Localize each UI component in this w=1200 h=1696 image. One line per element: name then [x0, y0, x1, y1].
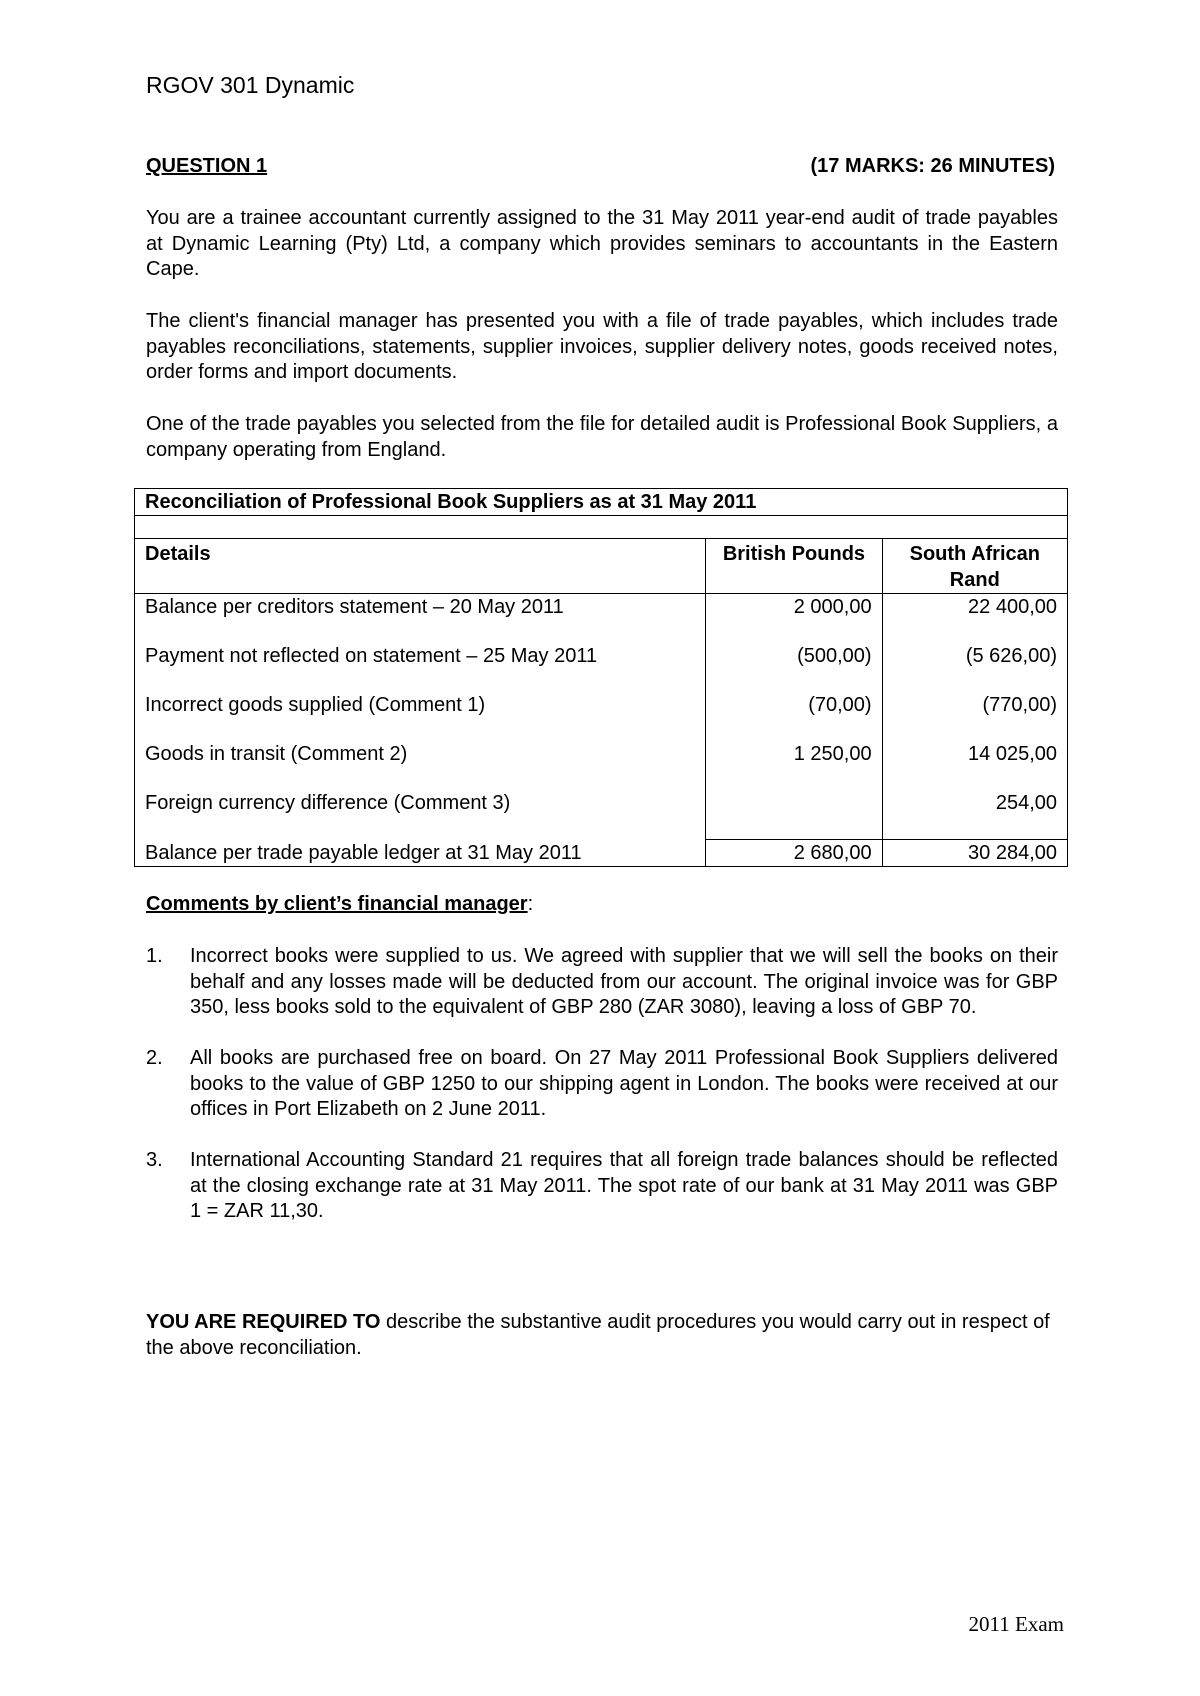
row-gbp: 2 000,00 — [706, 594, 882, 644]
comment-number: 3. — [146, 1149, 163, 1171]
list-item — [146, 1148, 1058, 1225]
table-row — [135, 643, 1068, 692]
comment-text: International Accounting Standard 21 requires that all foreign trade balances should be reflected at the closing exchange rate at 31 May 2011. The spot rate of our bank at 31 May 2011 was GBP 1 = ZAR 11,30. — [190, 1149, 1058, 1222]
row-details: Incorrect goods supplied (Comment 1) — [135, 692, 706, 741]
requirement — [146, 1310, 1058, 1361]
table-header-row — [135, 539, 1068, 594]
row-gbp: (70,00) — [706, 692, 882, 741]
requirement-lead: YOU ARE REQUIRED TO — [146, 1311, 381, 1333]
row-details: Goods in transit (Comment 2) — [135, 741, 706, 790]
row-gbp: 1 250,00 — [706, 741, 882, 790]
row-zar: 14 025,00 — [882, 741, 1067, 790]
row-details: Balance per creditors statement – 20 May 2011 — [135, 594, 706, 644]
column-header-details: Details — [135, 539, 706, 594]
comments-heading-colon: : — [527, 893, 534, 915]
requirement-text: describe the substantive audit procedures you would carry out in respect of the above reconciliation. — [146, 1311, 1050, 1359]
row-details: Foreign currency difference (Comment 3) — [135, 790, 706, 840]
page-footer: 2011 Exam — [968, 1612, 1064, 1636]
reconciliation-table — [134, 488, 1068, 867]
total-details: Balance per trade payable ledger at 31 May 2011 — [135, 840, 706, 867]
table-row — [135, 790, 1068, 840]
table-row — [135, 692, 1068, 741]
comments-list — [146, 944, 1058, 1250]
column-header-gbp: British Pounds — [706, 539, 882, 594]
total-gbp: 2 680,00 — [706, 840, 882, 867]
total-zar: 30 284,00 — [882, 840, 1067, 867]
question-label: QUESTION 1 — [146, 155, 268, 177]
question-heading — [146, 155, 1058, 178]
column-header-zar: South African Rand — [882, 539, 1067, 594]
table-total-row — [135, 840, 1068, 867]
comment-number: 1. — [146, 945, 163, 967]
comments-heading — [146, 893, 533, 916]
row-gbp — [706, 790, 882, 840]
table-blank-row — [135, 516, 1068, 539]
table-title: Reconciliation of Professional Book Suppliers as at 31 May 2011 — [135, 489, 1068, 516]
paragraph-selection: One of the trade payables you selected from the file for detailed audit is Professional Book Suppliers, a company operating from England. — [146, 413, 1058, 461]
comment-text: Incorrect books were supplied to us. We agreed with supplier that we will sell the books on their behalf and any losses made will be deducted from our account. The original invoice was for GBP 350, less books sold to the equivalent of GBP 280 (ZAR 3080), leaving a loss of GBP 70. — [190, 945, 1058, 1018]
list-item — [146, 944, 1058, 1021]
comments-heading-text: Comments by client’s financial manager — [146, 893, 528, 915]
comment-number: 2. — [146, 1047, 163, 1069]
table-row — [135, 594, 1068, 644]
row-zar: (5 626,00) — [882, 643, 1067, 692]
course-header: RGOV 301 Dynamic — [146, 72, 355, 98]
row-zar: (770,00) — [882, 692, 1067, 741]
paragraph-intro: You are a trainee accountant currently assigned to the 31 May 2011 year-end audit of trade payables at Dynamic Learning (Pty) Ltd, a company which provides seminars to accountants in the Eastern Cape. — [146, 207, 1058, 280]
list-item — [146, 1046, 1058, 1123]
row-details: Payment not reflected on statement – 25 May 2011 — [135, 643, 706, 692]
paragraph-file: The client's financial manager has presented you with a file of trade payables, which includes trade payables reconciliations, statements, supplier invoices, supplier delivery notes, goods received notes, order forms and import documents. — [146, 310, 1058, 383]
row-zar: 22 400,00 — [882, 594, 1067, 644]
question-marks: (17 MARKS: 26 MINUTES) — [810, 155, 1055, 177]
row-zar: 254,00 — [882, 790, 1067, 840]
table-row — [135, 741, 1068, 790]
table-title-row — [135, 489, 1068, 516]
comment-text: All books are purchased free on board. On 27 May 2011 Professional Book Suppliers delivered books to the value of GBP 1250 to our shipping agent in London. The books were received at our offices in Port Elizabeth on 2 June 2011. — [190, 1047, 1058, 1120]
row-gbp: (500,00) — [706, 643, 882, 692]
